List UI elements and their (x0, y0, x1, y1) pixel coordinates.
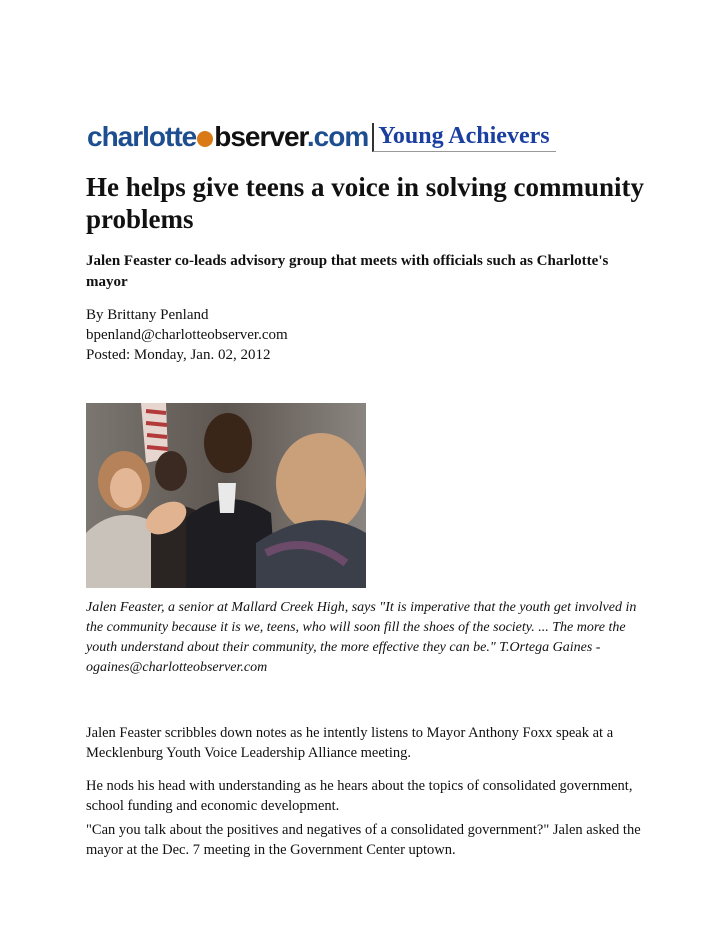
logo-part-dotcom: .com (306, 121, 369, 152)
section-label[interactable]: Young Achievers (372, 123, 555, 152)
site-logo[interactable] (87, 122, 368, 152)
article-paragraph-3: "Can you talk about the positives and negatives of a consolidated government?" Jalen asked the mayor at the Dec. 7 meeting in the Government Center uptown. (86, 822, 641, 858)
masthead (87, 118, 556, 152)
article-meta (86, 305, 486, 365)
article-photo (86, 403, 366, 588)
posted-date: Posted: Monday, Jan. 02, 2012 (86, 347, 271, 363)
article-headline: He helps give teens a voice in solving community problems (86, 172, 644, 234)
logo-part-observer: bserver (214, 121, 307, 152)
logo-o-dot-icon (197, 131, 213, 147)
photo-caption: Jalen Feaster, a senior at Mallard Creek High, says "It is imperative that the youth get involved in the community because it is we, teens, who will soon fill the shoes of the society. ... The more the youth understand about their community, the more effective they can be." T.Ortega Gaines - ogaines@charlotteobserver.com (86, 600, 637, 675)
byline: By Brittany Penland (86, 307, 209, 323)
article-paragraph-2: He nods his head with understanding as he hears about the topics of consolidated government, school funding and economic development. (86, 778, 633, 814)
article-paragraph-1: Jalen Feaster scribbles down notes as he intently listens to Mayor Anthony Foxx speak at a Mecklenburg Youth Voice Leadership Alliance meeting. (86, 725, 614, 761)
news-photo-icon (86, 403, 366, 588)
article-subheadline: Jalen Feaster co-leads advisory group that meets with officials such as Charlotte's mayor (86, 253, 609, 290)
author-email[interactable]: bpenland@charlotteobserver.com (86, 327, 288, 343)
logo-part-charlotte: charlotte (87, 121, 197, 152)
